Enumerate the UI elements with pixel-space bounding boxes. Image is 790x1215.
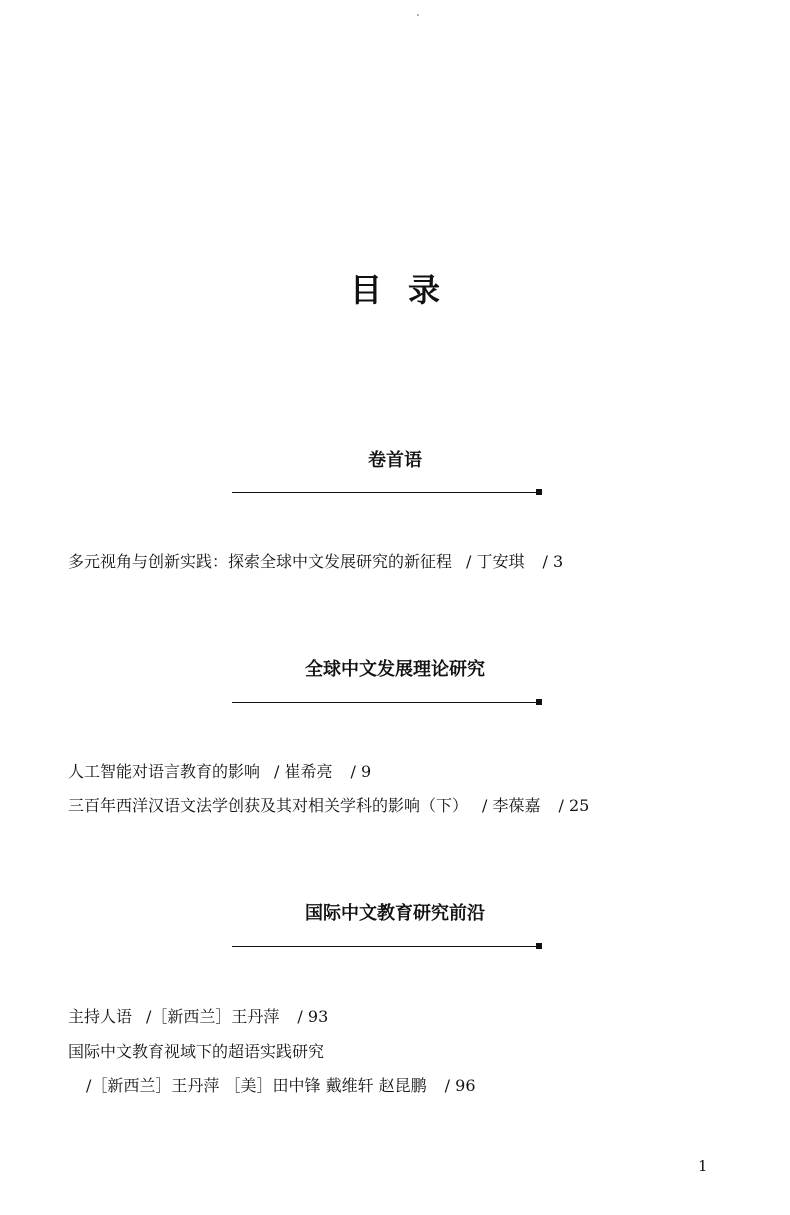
page-number: 1 xyxy=(698,1157,708,1175)
divider-square-marker xyxy=(536,699,542,705)
entry-page: / 3 xyxy=(542,552,564,571)
toc-entry[interactable] xyxy=(68,1041,324,1063)
page-title: 目录 xyxy=(349,271,466,309)
entry-page: / 25 xyxy=(558,796,590,815)
scan-speck xyxy=(417,14,419,16)
entry-page: / 96 xyxy=(444,1076,476,1095)
entry-page: / 9 xyxy=(350,762,372,781)
entry-title: 国际中文教育视域下的超语实践研究 xyxy=(68,1042,325,1061)
entry-title: 人工智能对语言教育的影响 xyxy=(68,762,261,781)
section-divider xyxy=(232,702,539,703)
entry-author: / 崔希亮 xyxy=(274,762,333,781)
toc-entry[interactable] xyxy=(68,551,563,573)
toc-entry[interactable] xyxy=(68,795,589,817)
divider-square-marker xyxy=(536,943,542,949)
entry-page: / 93 xyxy=(297,1007,329,1026)
section-heading-frontier: 国际中文教育研究前沿 xyxy=(305,903,485,924)
toc-entry[interactable] xyxy=(68,1006,328,1028)
entry-author: /［新西兰］王丹萍 xyxy=(146,1007,280,1026)
entry-author: / 李葆嘉 xyxy=(482,796,541,815)
toc-entry[interactable] xyxy=(68,761,371,783)
entry-author: / 丁安琪 xyxy=(466,552,525,571)
section-heading-preface: 卷首语 xyxy=(368,450,422,471)
section-heading-theory: 全球中文发展理论研究 xyxy=(305,659,485,680)
entry-title: 主持人语 xyxy=(68,1007,133,1026)
entry-title: 三百年西洋汉语文法学创获及其对相关学科的影响（下） xyxy=(68,796,469,815)
section-divider xyxy=(232,946,539,947)
divider-square-marker xyxy=(536,489,542,495)
section-divider xyxy=(232,492,539,493)
toc-entry-author-line[interactable] xyxy=(86,1075,476,1097)
entry-author: /［新西兰］王丹萍 ［美］田中锋 戴维轩 赵昆鹏 xyxy=(86,1076,427,1095)
entry-title: 多元视角与创新实践：探索全球中文发展研究的新征程 xyxy=(68,552,453,571)
